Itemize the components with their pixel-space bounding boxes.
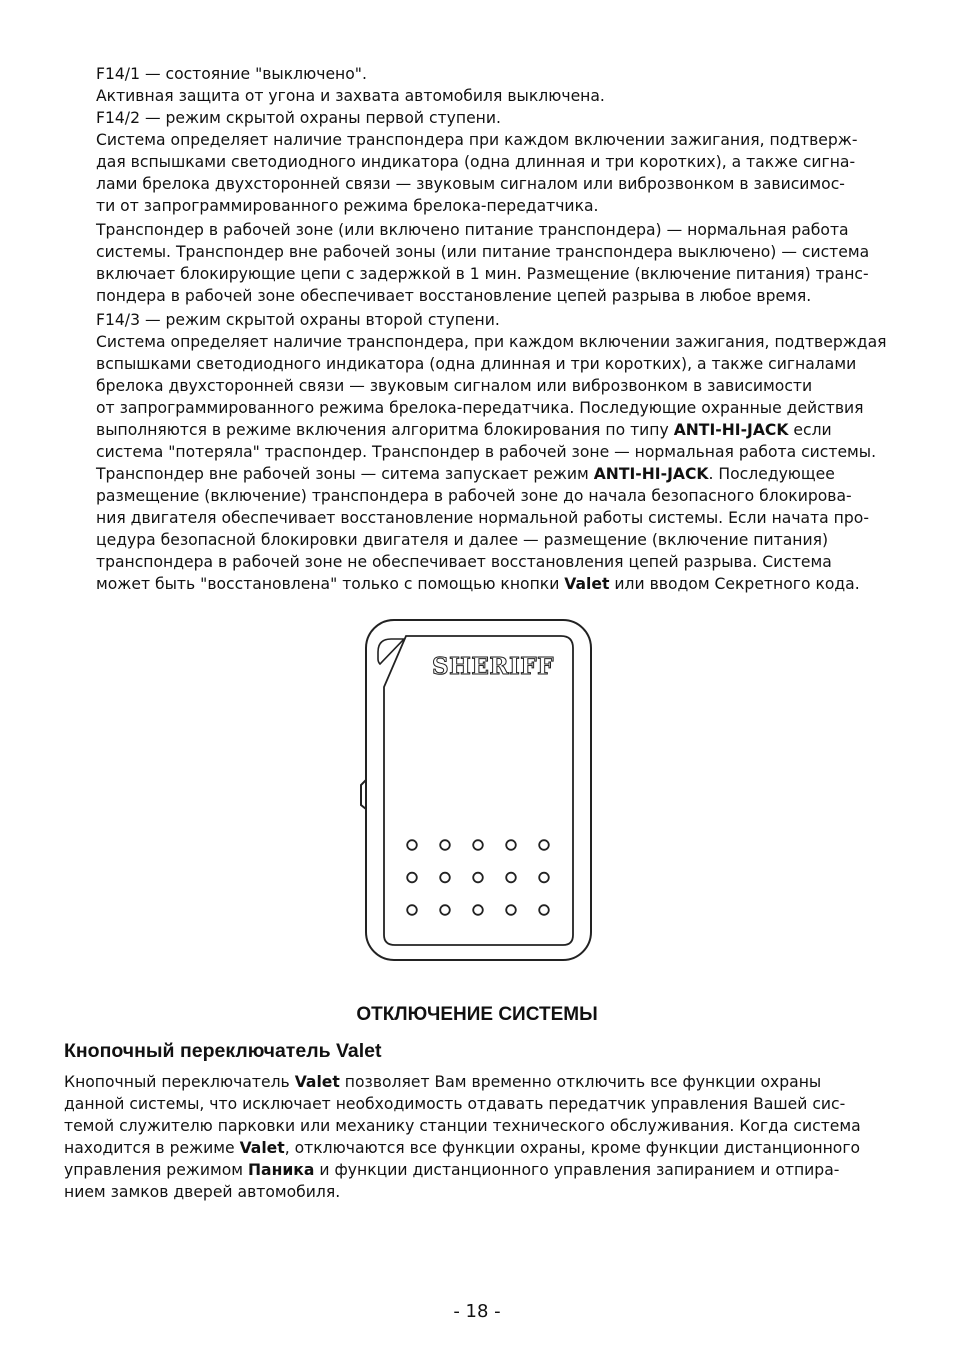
text-line xyxy=(96,195,891,217)
text-line xyxy=(96,173,891,195)
led-grid xyxy=(407,840,549,915)
text-run: Система определяет наличие транспондера при каждом включении зажигания, подтверж- xyxy=(96,131,858,149)
bold-term: Паника xyxy=(248,1161,315,1179)
led-dot xyxy=(407,905,417,915)
text-line xyxy=(64,1093,894,1115)
led-dot xyxy=(539,873,549,883)
led-dot xyxy=(440,905,450,915)
text-run: или вводом Секретного кода. xyxy=(609,575,860,593)
text-run: Транспондер в рабочей зоне (или включено питание транспондера) — нормальная работа xyxy=(96,221,849,239)
text-line xyxy=(96,309,891,331)
text-run: F14/2 — режим скрытой охраны первой ступени. xyxy=(96,109,501,127)
text-line xyxy=(96,107,891,129)
text-run: ния двигателя обеспечивает восстановление нормальной работы системы. Если начата про- xyxy=(96,509,869,527)
led-dot xyxy=(506,873,516,883)
text-run: если xyxy=(788,421,832,439)
text-run: транспондера в рабочей зоне не обеспечивает восстановления цепей разрыва. Система xyxy=(96,553,832,571)
text-line xyxy=(96,219,891,241)
text-line xyxy=(96,85,891,107)
led-dot xyxy=(473,905,483,915)
transmitter-inner-panel xyxy=(384,636,573,945)
subsection-heading: Кнопочный переключатель Valet xyxy=(64,1040,382,1062)
page-number: - 18 - xyxy=(453,1301,501,1322)
text-run: системы. Транспондер вне рабочей зоны (или питание транспондера выключено) — система xyxy=(96,243,870,261)
text-line xyxy=(96,441,891,463)
text-line xyxy=(64,1159,894,1181)
text-line xyxy=(96,263,891,285)
remote-transmitter-illustration xyxy=(358,617,594,963)
text-line xyxy=(96,485,891,507)
text-run: Кнопочный переключатель xyxy=(64,1073,295,1091)
led-dot xyxy=(440,873,450,883)
text-run: темой служителю парковки или механику станции технического обслуживания. Когда система xyxy=(64,1117,861,1135)
text-line xyxy=(96,529,891,551)
text-run: брелока двухсторонней связи — звуковым сигналом или виброзвонком в зависимости xyxy=(96,377,813,395)
text-run: находится в режиме xyxy=(64,1139,240,1157)
text-run: от запрограммированного режима брелока-передатчика. Последующие охранные действия xyxy=(96,399,864,417)
led-dot xyxy=(440,840,450,850)
text-run: . Последующее xyxy=(708,465,835,483)
text-line xyxy=(64,1115,894,1137)
text-line xyxy=(64,1137,894,1159)
text-run: система "потеряла" траспондер. Транспондер в рабочей зоне — нормальная работа системы. xyxy=(96,443,877,461)
led-dot xyxy=(539,840,549,850)
paragraph-transponder-zone xyxy=(96,219,891,307)
text-line xyxy=(96,507,891,529)
text-line xyxy=(96,551,891,573)
led-dot xyxy=(407,873,417,883)
text-run: данной системы, что исключает необходимость отдавать передатчик управления Вашей сис- xyxy=(64,1095,846,1113)
text-line xyxy=(96,129,891,151)
text-line xyxy=(96,331,891,353)
bold-term: ANTI-HI-JACK xyxy=(673,421,789,439)
text-run: F14/3 — режим скрытой охраны второй ступени. xyxy=(96,311,500,329)
text-line xyxy=(96,419,891,441)
bold-term: Valet xyxy=(294,1073,340,1091)
led-dot xyxy=(506,840,516,850)
paragraph-f14-3 xyxy=(96,309,891,595)
bold-term: Valet xyxy=(564,575,610,593)
paragraph-f14-1-f14-2 xyxy=(96,63,891,217)
text-run: , отключаются все функции охраны, кроме функции дистанционного xyxy=(284,1139,861,1157)
text-run: вспышками светодиодного индикатора (одна длинная и три коротких), а также сигналами xyxy=(96,355,857,373)
paragraph-valet xyxy=(64,1071,894,1203)
text-run: Активная защита от угона и захвата автомобиля выключена. xyxy=(96,87,605,105)
sheriff-logo: SHERIFF xyxy=(432,653,554,680)
text-run: выполняются в режиме включения алгоритма блокирования по типу xyxy=(96,421,674,439)
text-run: и функции дистанционного управления запиранием и отпира- xyxy=(314,1161,840,1179)
bold-term: ANTI-HI-JACK xyxy=(593,465,709,483)
bold-term: Valet xyxy=(239,1139,285,1157)
text-run: включает блокирующие цепи с задержкой в 1 мин. Размещение (включение питания) транс- xyxy=(96,265,869,283)
led-dot xyxy=(407,840,417,850)
text-line xyxy=(96,463,891,485)
text-run: лами брелока двухсторонней связи — звуковым сигналом или виброзвонком в зависимос- xyxy=(96,175,845,193)
text-run: цедура безопасной блокировки двигателя и далее — размещение (включение питания) xyxy=(96,531,829,549)
text-line xyxy=(96,397,891,419)
led-dot xyxy=(473,840,483,850)
text-run: может быть "восстановлена" только с помощью кнопки xyxy=(96,575,565,593)
text-line xyxy=(96,573,891,595)
text-line xyxy=(96,375,891,397)
text-run: размещение (включение) транспондера в рабочей зоне до начала безопасного блокирова- xyxy=(96,487,852,505)
text-line xyxy=(64,1071,894,1093)
text-run: позволяет Вам временно отключить все функции охраны xyxy=(339,1073,822,1091)
section-heading: ОТКЛЮЧЕНИЕ СИСТЕМЫ xyxy=(356,1004,598,1025)
text-line xyxy=(96,151,891,173)
text-run: управления режимом xyxy=(64,1161,248,1179)
text-line xyxy=(96,285,891,307)
led-dot xyxy=(473,873,483,883)
led-dot xyxy=(506,905,516,915)
text-run: дая вспышками светодиодного индикатора (одна длинная и три коротких), а также сигна- xyxy=(96,153,856,171)
text-run: Система определяет наличие транспондера, при каждом включении зажигания, подтверждая xyxy=(96,333,887,351)
text-line xyxy=(96,353,891,375)
text-line xyxy=(96,241,891,263)
text-line xyxy=(64,1181,894,1203)
text-run: нием замков дверей автомобиля. xyxy=(64,1183,341,1201)
text-run: ти от запрограммированного режима брелока-передатчика. xyxy=(96,197,599,215)
text-run: пондера в рабочей зоне обеспечивает восстановление цепей разрыва в любое время. xyxy=(96,287,812,305)
led-dot xyxy=(539,905,549,915)
text-run: Транспондер вне рабочей зоны — ситема запускает режим xyxy=(96,465,594,483)
text-line xyxy=(96,63,891,85)
text-run: F14/1 — состояние "выключено". xyxy=(96,65,367,83)
